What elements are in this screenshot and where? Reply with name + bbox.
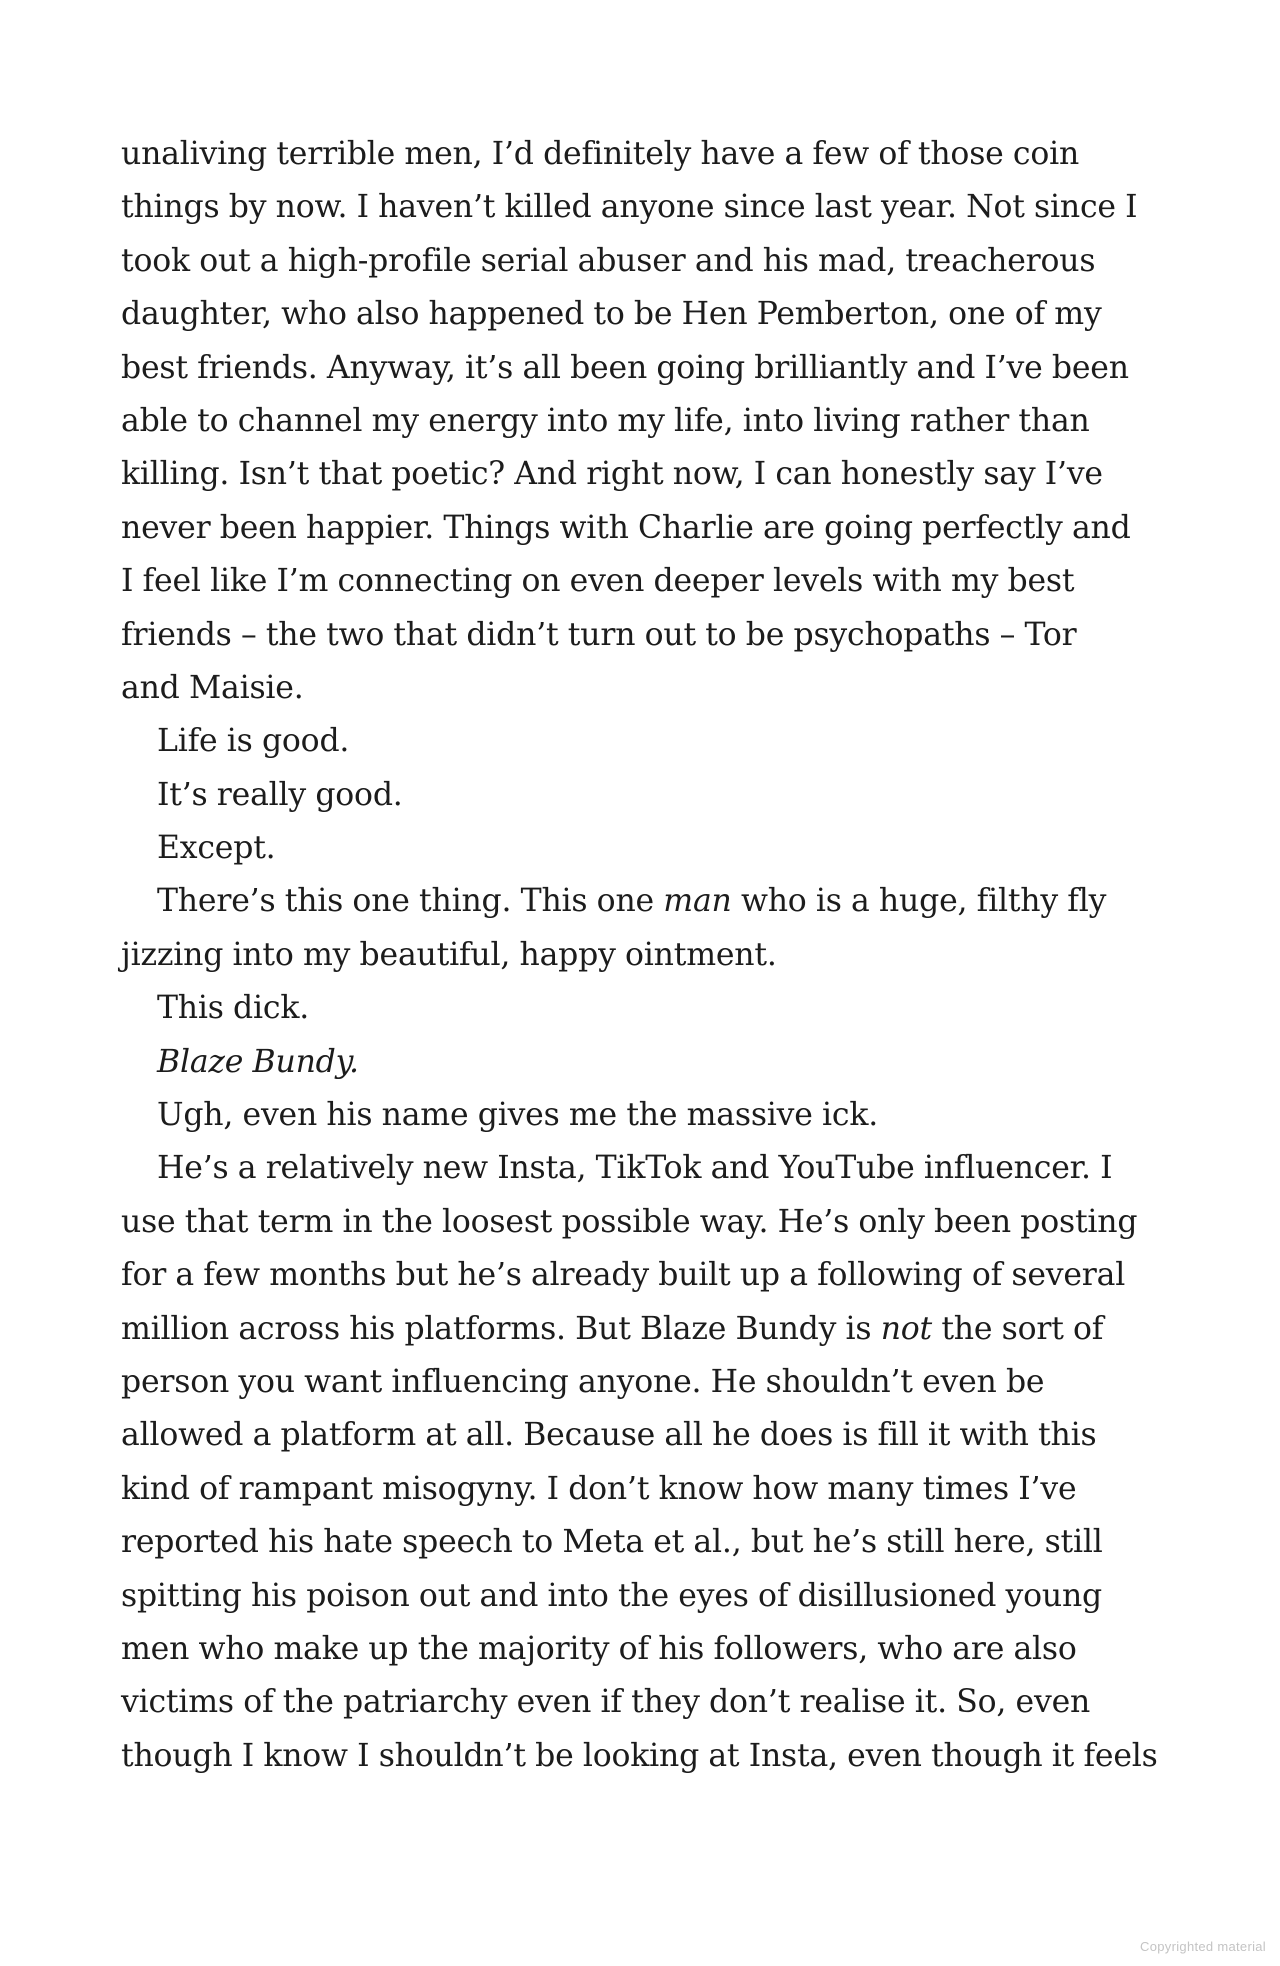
text-line: took out a high-profile serial abuser and his mad, treacherous — [121, 242, 1096, 279]
text-line: daughter, who also happened to be Hen Pemberton, one of my — [121, 296, 1102, 333]
text-line — [121, 875, 1186, 928]
text-line: victims of the patriarchy even if they don’t realise it. So, even — [121, 1684, 1091, 1721]
text-line: killing. Isn’t that poetic? And right now, I can honestly say I’ve — [121, 456, 1103, 493]
text-line: best friends. Anyway, it’s all been going brilliantly and I’ve been — [121, 349, 1129, 386]
text-line: jizzing into my beautiful, happy ointment. — [121, 936, 777, 973]
page-body-text — [121, 128, 1186, 1783]
text-line — [121, 1303, 1186, 1356]
text-segment: who is a huge, filthy fly — [731, 883, 1107, 920]
text-segment: the sort of — [932, 1310, 1104, 1347]
text-line: men who make up the majority of his followers, who are also — [121, 1630, 1077, 1667]
text-line: This dick. — [157, 990, 310, 1027]
emphasis-text: man — [663, 883, 732, 920]
text-line: unaliving terrible men, I’d definitely have a few of those coin — [121, 136, 1080, 172]
emphasis-text: not — [880, 1310, 933, 1347]
text-line: person you want influencing anyone. He shouldn’t even be — [121, 1363, 1045, 1400]
text-line: Except. — [157, 830, 276, 867]
text-line: reported his hate speech to Meta et al., but he’s still here, still — [121, 1524, 1103, 1561]
text-line: It’s really good. — [157, 776, 403, 813]
copyright-notice: Copyrighted material — [1140, 1939, 1266, 1954]
text-line: spitting his poison out and into the eyes of disillusioned young — [121, 1577, 1103, 1614]
text-line: for a few months but he’s already built up a following of several — [121, 1257, 1126, 1294]
text-line — [121, 1036, 1186, 1089]
text-line: use that term in the loosest possible way. He’s only been posting — [121, 1203, 1138, 1240]
text-line: I feel like I’m connecting on even deeper levels with my best — [121, 563, 1075, 600]
text-line: never been happier. Things with Charlie are going perfectly and — [121, 509, 1131, 546]
text-line: Life is good. — [157, 723, 350, 760]
text-line: able to channel my energy into my life, into living rather than — [121, 402, 1090, 439]
text-line: kind of rampant misogyny. I don’t know how many times I’ve — [121, 1470, 1077, 1507]
text-segment: million across his platforms. But Blaze Bundy is — [121, 1310, 881, 1347]
text-line: and Maisie. — [121, 669, 304, 706]
text-segment: There’s this one thing. This one — [157, 883, 664, 920]
text-line: He’s a relatively new Insta, TikTok and YouTube influencer. I — [157, 1150, 1113, 1187]
text-line: friends – the two that didn’t turn out to be psychopaths – Tor — [121, 616, 1077, 653]
text-line: things by now. I haven’t killed anyone since last year. Not since I — [121, 189, 1138, 226]
text-line: Ugh, even his name gives me the massive ick. — [157, 1097, 879, 1134]
emphasis-text: Blaze Bundy. — [157, 1043, 359, 1080]
text-line: though I know I shouldn’t be looking at Insta, even though it feels — [121, 1737, 1158, 1774]
text-line: allowed a platform at all. Because all he does is fill it with this — [121, 1417, 1097, 1454]
